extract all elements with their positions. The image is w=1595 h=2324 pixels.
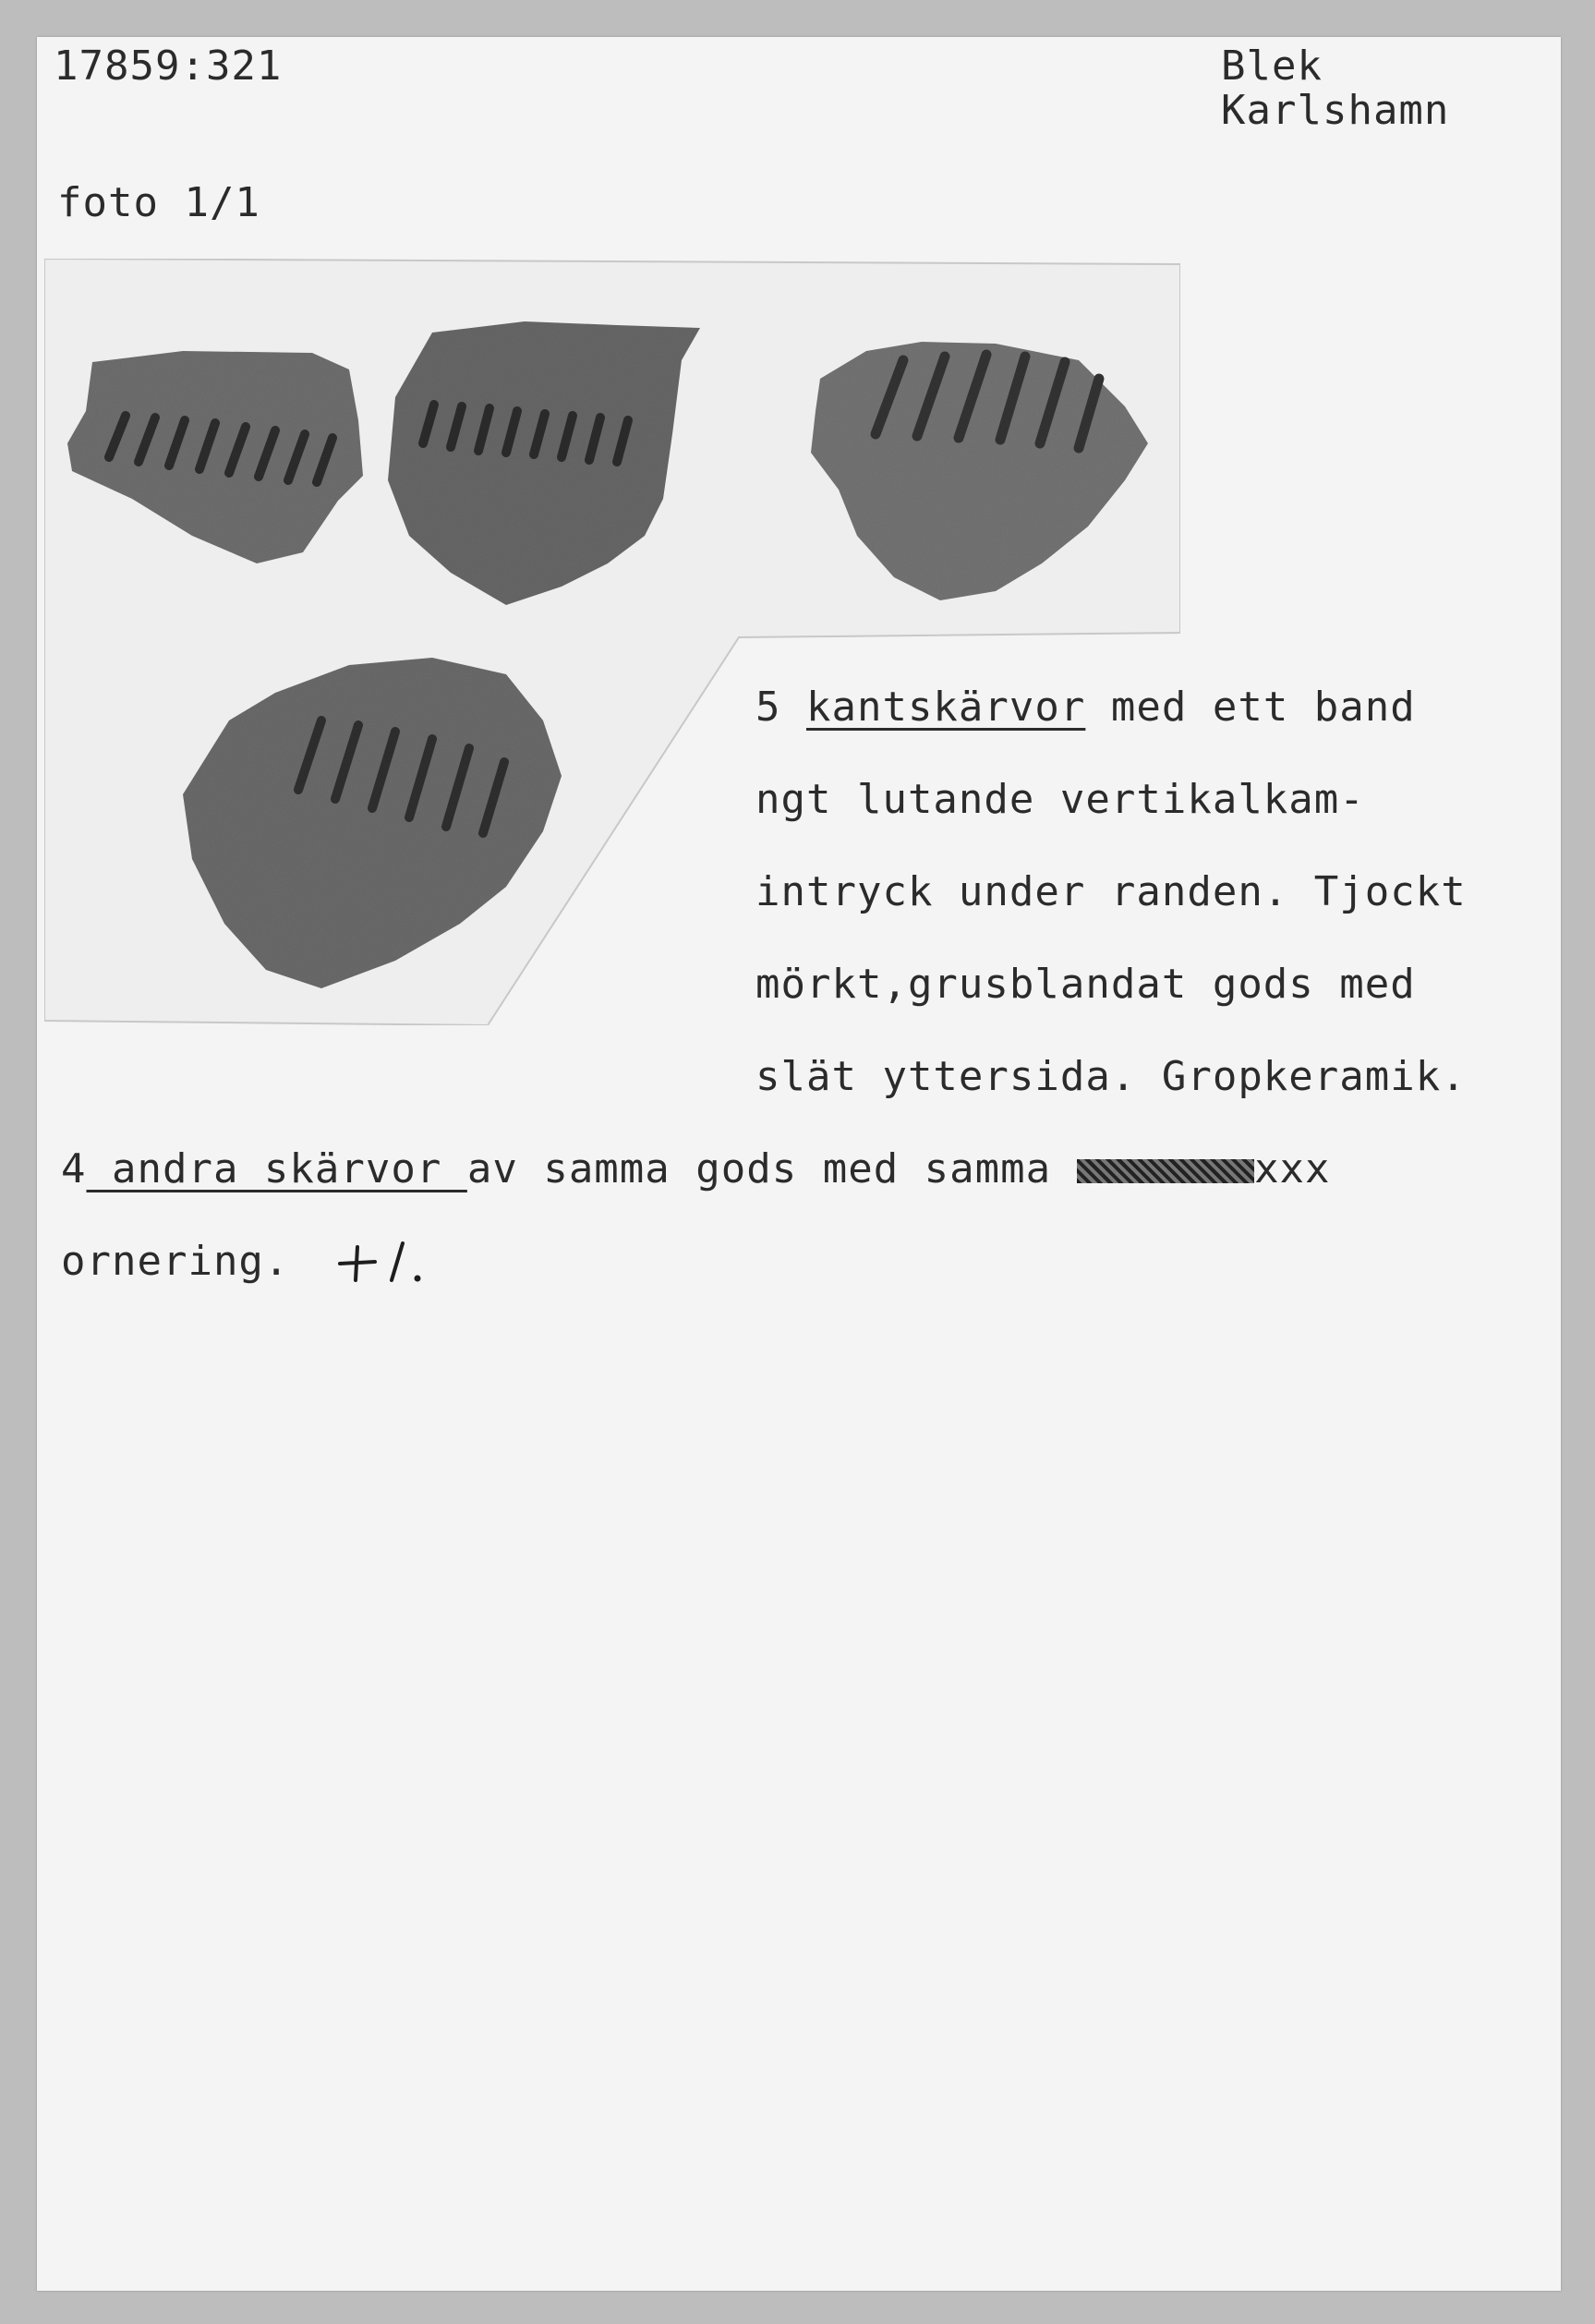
photo-scale: foto 1/1 (57, 179, 260, 226)
note-line-1: 4 andra skärvor av samma gods med samma xxx (61, 1145, 1331, 1192)
underlined-term: andra skärvor (86, 1145, 467, 1192)
locality: Karlshamn (1221, 87, 1450, 134)
catalog-number: 17859:321 (54, 42, 283, 90)
struck-out-text (1077, 1159, 1254, 1183)
description-line-4: mörkt,grusblandat gods med (755, 961, 1416, 1008)
region: Blek (1221, 42, 1323, 90)
description-line-1: 5 kantskärvor med ett band (755, 684, 1416, 731)
description-line-2: ngt lutande vertikalkam- (755, 776, 1365, 823)
description-line-5: slät yttersida. Gropkeramik. (755, 1053, 1467, 1100)
description-line-3: intryck under randen. Tjockt (755, 868, 1467, 915)
underlined-term: kantskärvor (805, 684, 1086, 731)
note-line-2: ornering. (61, 1238, 290, 1285)
handwritten-mark (332, 1234, 434, 1289)
